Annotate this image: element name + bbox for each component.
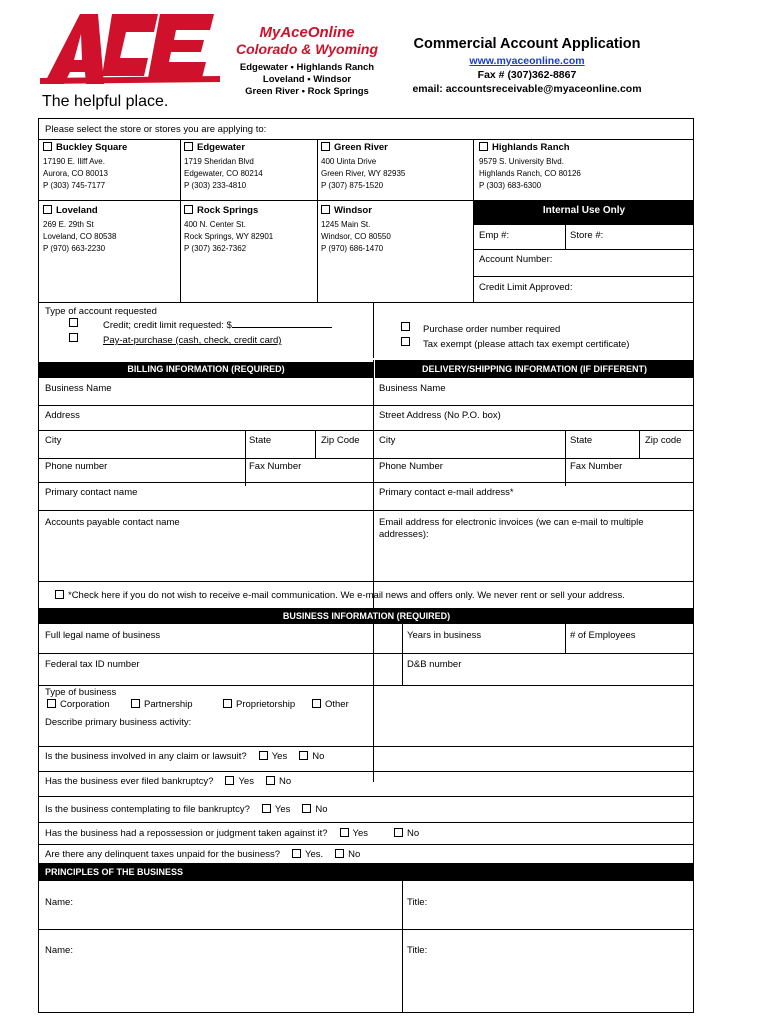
account-number-field[interactable]: Account Number: [479,254,553,265]
store-checkbox[interactable] [43,205,52,214]
principle-1-title[interactable]: Title: [407,897,428,908]
page-header [0,0,770,118]
principle-2-name[interactable]: Name: [45,945,73,956]
billing-city[interactable]: City [45,435,62,446]
principles-header: PRINCIPLES OF THE BUSINESS [39,863,694,881]
billing-address[interactable]: Address [45,410,80,421]
po-required-label: Purchase order number required [423,324,561,335]
billing-phone[interactable]: Phone number [45,461,108,472]
pay-at-purchase-checkbox[interactable] [69,333,78,342]
brand-locations-2: Loveland • Windsor [262,74,352,85]
no-checkbox[interactable] [335,849,344,858]
title-block [384,34,670,96]
billing-ap-contact[interactable]: Accounts payable contact name [45,517,180,528]
principle-2-title[interactable]: Title: [407,945,428,956]
store-edgewater[interactable]: Edgewater 1719 Sheridan Blvd Edgewater, CO 80214 P (303) 233-4810 [184,142,263,190]
store-windsor[interactable]: Windsor 1245 Main St. Windsor, CO 80550 P (970) 686-1470 [321,205,391,253]
shipping-state[interactable]: State [570,435,593,446]
yes-checkbox[interactable] [262,804,271,813]
no-checkbox[interactable] [394,828,403,837]
business-type-other[interactable]: Other [312,699,349,710]
brand-locations-1: Edgewater • Highlands Ranch [239,62,375,73]
describe-activity-field[interactable]: Describe primary business activity: [45,717,192,728]
email-optout[interactable]: *Check here if you do not wish to receive e-mail communication. We e-mail news and offers only. We never rent or sell your address. [55,590,625,601]
principle-1-name[interactable]: Name: [45,897,73,908]
page-title: Commercial Account Application [413,36,641,52]
shipping-primary-email[interactable]: Primary contact e-mail address* [379,487,514,498]
tax-exempt-label: Tax exempt (please attach tax exempt certificate) [423,339,630,350]
credit-option[interactable] [69,318,82,328]
shipping-city[interactable]: City [379,435,396,446]
proprietorship-checkbox[interactable] [223,699,232,708]
brand-line-1: MyAceOnline [259,24,355,41]
website-link[interactable]: www.myaceonline.com [469,55,585,67]
store-checkbox[interactable] [321,205,330,214]
store-checkbox[interactable] [321,142,330,151]
business-type-label: Type of business [45,687,117,698]
billing-state[interactable]: State [249,435,272,446]
no-checkbox[interactable] [302,804,311,813]
billing-fax[interactable]: Fax Number [249,461,302,472]
yes-checkbox[interactable] [292,849,301,858]
question-claim-lawsuit: Is the business involved in any claim or lawsuit? Yes No [45,751,325,762]
pay-at-purchase-option[interactable] [69,333,82,343]
employees-field[interactable]: # of Employees [570,630,636,641]
brand-line-2: Colorado & Wyoming [235,41,379,57]
credit-checkbox[interactable] [69,318,78,327]
shipping-fax[interactable]: Fax Number [570,461,623,472]
tax-exempt-option[interactable] [401,337,414,347]
partnership-checkbox[interactable] [131,699,140,708]
store-rock-springs[interactable]: Rock Springs 400 N. Center St. Rock Springs, WY 82901 P (307) 362-7362 [184,205,274,253]
application-form [38,118,694,1013]
business-info-header: BUSINESS INFORMATION (REQUIRED) [39,608,694,624]
shipping-address[interactable]: Street Address (No P.O. box) [379,410,501,421]
billing-business-name[interactable]: Business Name [45,383,112,394]
dnb-field[interactable]: D&B number [407,659,462,670]
shipping-business-name[interactable]: Business Name [379,383,446,394]
store-checkbox[interactable] [184,142,193,151]
brand-locations-3: Green River • Rock Springs [245,86,369,97]
no-checkbox[interactable] [266,776,275,785]
yes-checkbox[interactable] [225,776,234,785]
question-filed-bankruptcy: Has the business ever filed bankruptcy? Yes No [45,776,292,787]
tax-exempt-checkbox[interactable] [401,337,410,346]
emp-number-field[interactable]: Emp #: [479,230,510,241]
no-checkbox[interactable] [299,751,308,760]
billing-header: BILLING INFORMATION (REQUIRED) [39,362,373,378]
business-type-proprietorship[interactable]: Proprietorship [223,699,295,710]
ace-logo [40,12,220,112]
pay-at-purchase-label: Pay-at-purchase (cash, check, credit card) [103,335,282,346]
credit-limit-label: Credit; credit limit requested: $ [103,319,332,331]
internal-use-header: Internal Use Only [474,201,694,225]
store-green-river[interactable]: Green River 400 Uinta Drive Green River, WY 82935 P (307) 875-1520 [321,142,406,190]
business-type-corporation[interactable]: Corporation [47,699,110,710]
email-address: email: accountsreceivable@myaceonline.com [412,83,642,95]
tax-id-field[interactable]: Federal tax ID number [45,659,140,670]
brand-block [232,24,382,98]
store-prompt: Please select the store or stores you are applying to: [45,124,267,135]
store-highlands-ranch[interactable]: Highlands Ranch 9579 S. University Blvd. Highlands Ranch, CO 80126 P (303) 683-6300 [479,142,581,190]
billing-zip[interactable]: Zip Code [321,435,360,446]
corporation-checkbox[interactable] [47,699,56,708]
account-type-label: Type of account requested [45,306,157,317]
question-repossession: Has the business had a repossession or judgment taken against it? Yes No [45,828,420,839]
tagline: The helpful place. [42,93,169,110]
shipping-invoice-email[interactable]: Email address for electronic invoices (we can e-mail to multiple addresses): [379,517,644,540]
other-checkbox[interactable] [312,699,321,708]
question-delinquent-taxes: Are there any delinquent taxes unpaid for the business? Yes. No [45,849,361,860]
years-in-business-field[interactable]: Years in business [407,630,482,641]
store-loveland[interactable]: Loveland 269 E. 29th St Loveland, CO 80538 P (970) 663-2230 [43,205,117,253]
shipping-header: DELIVERY/SHIPPING INFORMATION (IF DIFFERENT) [375,360,694,378]
store-number-field[interactable]: Store #: [570,230,604,241]
fax-number: Fax # (307)362-8867 [477,69,577,81]
email-optout-checkbox[interactable] [55,590,64,599]
store-checkbox[interactable] [43,142,52,151]
yes-checkbox[interactable] [259,751,268,760]
legal-name-field[interactable]: Full legal name of business [45,630,161,641]
store-checkbox[interactable] [184,205,193,214]
credit-limit-field[interactable]: Credit Limit Approved: [479,282,573,293]
shipping-phone[interactable]: Phone Number [379,461,443,472]
store-buckley-square[interactable]: Buckley Square 17190 E. Iliff Ave. Aurora, CO 80013 P (303) 745-7177 [43,142,128,190]
store-checkbox[interactable] [479,142,488,151]
yes-checkbox[interactable] [340,828,349,837]
po-required-checkbox[interactable] [401,322,410,331]
question-contemplating-bankruptcy: Is the business contemplating to file bankruptcy? Yes No [45,804,328,815]
shipping-zip[interactable]: Zip code [645,435,682,446]
billing-primary-contact[interactable]: Primary contact name [45,487,138,498]
business-type-partnership[interactable]: Partnership [131,699,193,710]
po-required-option[interactable] [401,322,414,332]
